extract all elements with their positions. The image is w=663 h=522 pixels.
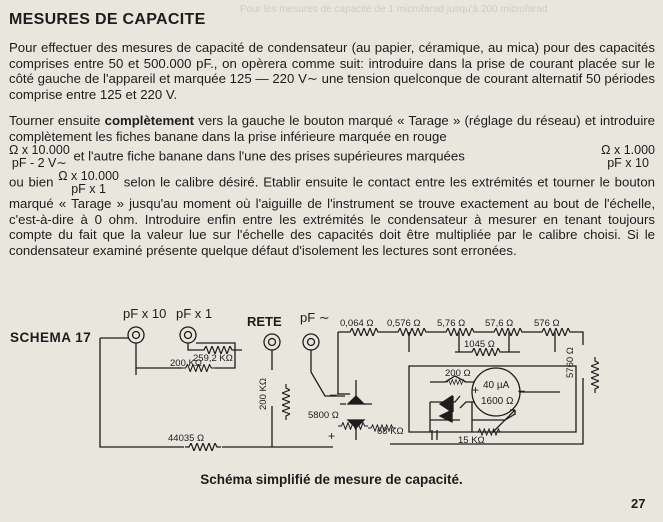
terminal-label-pf-ac: pF ∼ [300,310,330,325]
switch-minus: – [330,387,337,401]
resistor-label-r9: 200 KΩ [170,358,202,369]
resistor-label-r1: 0,064 Ω [340,318,374,329]
terminal-label-rete: RETE [247,314,282,329]
meter-minus: – [518,383,525,397]
paragraph-2-text-e: selon le calibre désiré. Etablir ensuite le contact entre les extrémités et tourner le bouton marqué « Tarage » jusqu'au moment où l'aiguille de l'instrument se trouve exactement au bout de l'échelle, c'est-à-dire à 0 ohm. Introduire enfin entre les extrémités le condensateur à mesurer en tenant toujours compte du fait que la valeur lue sur l'échelle des capacités doit être multipliée par le calibre choisi. Si le condensateur examiné présente quelque défaut d'isolement les lectures sont erronées. [9,174,655,258]
meter-label-resistance: 1600 Ω [481,396,514,407]
resistor-label-r13: 44035 Ω [168,433,205,444]
terminal-pf-x1 [180,327,196,343]
meter-label-current: 40 µA [483,380,510,391]
resistor-label-r11: 5800 Ω [308,410,339,421]
section-title: MESURES DE CAPACITE [9,11,206,28]
terminal-label-pf-x10: pF x 10 [123,306,167,321]
paragraph-2-text-a: Tourner ensuite [9,113,105,128]
fraction-ohm-x10000-pf-x1: Ω x 10.000 pF x 1 [58,169,119,197]
fraction-ohm-x10000-pf-2v: Ω x 10.000 pF - 2 V∼ [9,143,70,171]
paragraph-2-text-d: ou bien [9,174,59,190]
resistor-label-r5: 576 Ω [534,318,560,329]
page-number: 27 [631,496,646,511]
paragraph-2-text-b: vers la gauche le bouton marqué « Tarage » (réglage du réseau) et introduire complètement les fiches banane dans la prise inférieure marquée en rouge [9,113,655,144]
figure-caption: Schéma simplifié de mesure de capacité. [200,472,463,487]
meter-plus: + [472,383,480,397]
circuit-schematic [0,295,663,470]
meter-symbol [472,368,520,416]
terminal-pf-x10 [128,327,144,343]
resistor-label-r3: 5,76 Ω [437,318,466,329]
switch-plus: + [328,429,336,443]
resistor-label-r10: 200 KΩ [258,378,269,410]
paragraph-1: Pour effectuer des mesures de capacité de condensateur (au papier, céramique, au mica) pour des capacités comprises entre 50 et 500.000 pF., on opèrera comme suit: introduire dans la prise de courant placée sur le côté gauche de l'appareil et marquée 125 — 220 V∼ une tension quelconque de courant alternatif 50 périodes comprise entre 125 et 220 V. [9,40,655,102]
paragraph-2 [9,113,655,259]
resistor-label-r14: 200 Ω [445,368,471,379]
paragraph-2-bold: complètement [104,113,195,128]
resistor-label-r2: 0,576 Ω [387,318,421,329]
terminal-rete [264,334,280,350]
paragraph-2-text-c: et l'autre fiche banane dans l'une des prises supérieures marquées [69,148,465,164]
resistor-label-r8: 259,2 KΩ [193,353,233,364]
bleed-through-text: Pour les mesures de capacité de 1 microfarad jusqu'à 200 microfarad [240,4,548,15]
resistor-label-r6: 5760 Ω [565,347,576,378]
terminal-pf-ac [303,334,319,350]
terminal-label-pf-x1: pF x 1 [176,306,213,321]
fraction-ohm-x1000-pf-x10: Ω x 1.000 pF x 10 [601,143,655,171]
resistor-label-r15: 15 KΩ [458,435,485,446]
resistor-label-r4: 57,6 Ω [485,318,514,329]
schema-label: SCHEMA 17 [10,330,92,345]
resistor-label-r7: 1045 Ω [464,339,495,350]
resistor-label-r12: 68 KΩ [377,426,404,437]
